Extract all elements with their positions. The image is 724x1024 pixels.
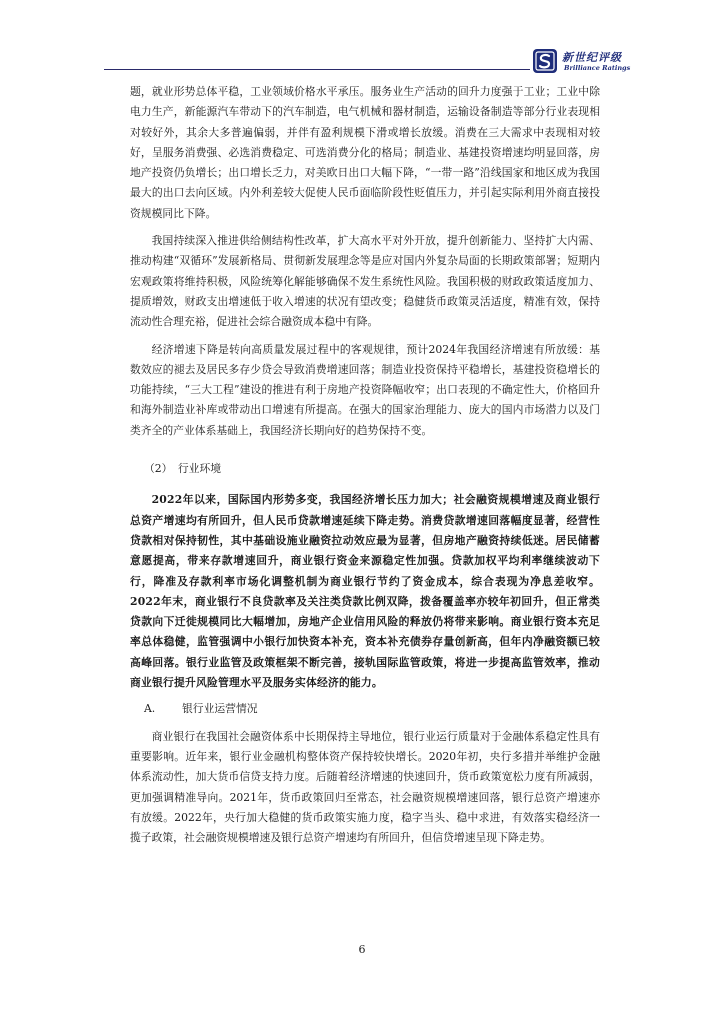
subsection-label: A. [144,702,156,716]
body-paragraph-1: 题，就业形势总体平稳，工业领域价格水平承压。服务业生产活动的回升力度强于工业；工业中除电力生产，新能源汽车带动下的汽车制造，电气机械和器材制造，运输设备制造等部分行业表现相对较好外，其余大多普遍偏弱，并伴有盈利规模下滑或增长放缓。消费在三大需求中表现相对较好，呈服务消费强、必选消费稳定、可选消费分化的格局；制造业、基建投资增速均明显回落，房地产投资仍负增长；出口增长乏力，对美欧日出口大幅下降，“一带一路”沿线国家和地区成为我国最大的出口去向区域。内外利差较大促使人民币面临阶段性贬值压力，并引起实际利用外商直接投资规模同比下降。 [130,85,600,220]
brilliance-logo-icon [532,48,558,74]
subsection-title: 银行业运营情况 [182,702,258,716]
body-paragraph-2: 我国持续深入推进供给侧结构性改革，扩大高水平对外开放，提升创新能力、坚持扩大内需、推动构建“双循环”发展新格局、贯彻新发展理念等是应对国内外复杂局面的长期政策部署；短期内宏观政策将维持积极，风险统筹化解能够确保不发生系统性风险。我国积极的财政政策适度加力、提质增效，财政支出增速低于收入增速的状况有望改变；稳健货币政策灵活适度，精准有效，保持流动性合理充裕，促进社会综合融资成本稳中有降。 [130,234,600,329]
page-header [104,42,634,76]
subsection-heading [130,699,600,719]
logo-english-name: Brilliance Ratings [564,64,631,72]
page-number: 6 [358,943,366,956]
document-body [130,82,600,848]
logo-chinese-name: 新世纪评级 [562,51,622,64]
summary-paragraph-bold: 2022年以来，国际国内形势多变，我国经济增长压力加大；社会融资规模增速及商业银行总资产增速均有所回升，但人民币贷款增速延续下降走势。消费贷款增速回落幅度显著，经营性贷款相对保持韧性，其中基础设施业融资拉动效应最为显著，但房地产融资持续低迷。居民储蓄意愿提高，带来存款增速回升，商业银行资金来源稳定性加强。贷款加权平均利率继续波动下行，降准及存款利率市场化调整机制为商业银行节约了资金成本，综合表现为净息差收窄。2022年末，商业银行不良贷款率及关注类贷款比例双降，拨备覆盖率亦较年初回升，但正常类贷款向下迁徙规模同比大幅增加，房地产企业信用风险的释放仍将带来影响。商业银行资本充足率总体稳健，监管强调中小银行加快资本补充，资本补充债券存量创新高，但年内净融资额已较高峰回落。银行业监管及政策框架不断完善，接轨国际监管政策，将进一步提高监管效率，推动商业银行提升风险管理水平及服务实体经济的能力。 [130,493,600,690]
section-heading-industry-environment: （2） 行业环境 [144,462,222,476]
header-rule [104,69,530,70]
body-paragraph-3: 经济增速下降是转向高质量发展过程中的客观规律，预计2024年我国经济增速有所放缓：基数效应的褪去及居民多存少贷会导致消费增速回落；制造业投资保持平稳增长，基建投资稳增长的功能持续，“三大工程”建设的推进有利于房地产投资降幅收窄；出口表现的不确定性大，价格回升和海外制造业补库或带动出口增速有所提高。在强大的国家治理能力、庞大的国内市场潜力以及门类齐全的产业体系基础上，我国经济长期向好的趋势保持不变。 [130,342,600,437]
body-paragraph-4: 商业银行在我国社会融资体系中长期保持主导地位，银行业运行质量对于金融体系稳定性具有重要影响。近年来，银行业金融机构整体资产保持较快增长。2020年初，央行多措并举维护金融体系流动性，加大货币信贷支持力度。后随着经济增速的快速回升，货币政策宽松力度有所减弱，更加强调精准导向。2021年，货币政策回归至常态，社会融资规模增速回落，银行总资产增速亦有放缓。2022年，央行加大稳健的货币政策实施力度，稳字当头、稳中求进，有效落实稳经济一揽子政策，社会融资规模增速及银行总资产增速均有所回升，但信贷增速呈现下降走势。 [130,729,600,845]
